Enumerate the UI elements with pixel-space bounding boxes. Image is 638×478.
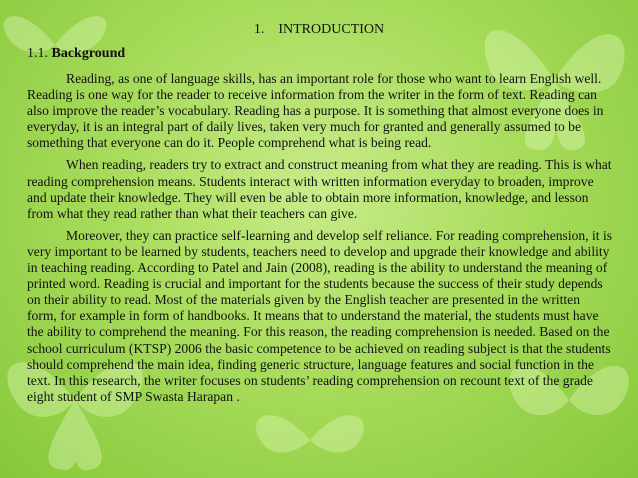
- section-heading: [0, 22, 638, 38]
- paragraph-2: When reading, readers try to extract and construct meaning from what they are reading. This is what reading comprehension means. Students interact with written information everyday to broaden, improve and update their knowledge. They will even be able to obtain more information, knowledge, and lesson from what they read rather than what their teachers can give.: [27, 157, 612, 221]
- subsection-heading: [27, 46, 125, 62]
- subsection-title: Background: [51, 46, 126, 61]
- paragraph-1: Reading, as one of language skills, has an important role for those who want to learn English well. Reading is one way for the reader to receive information from the writer in the form of text. Reading can also improve the reader’s vocabulary. Reading has a purpose. It is something that almost everyone does in everyday, it is an integral part of daily lives, taken very much for granted and generally assumed to be something that everyone can do it. People comprehend what is being read.: [27, 71, 604, 151]
- subsection-number: 1.1.: [27, 46, 48, 61]
- section-title: INTRODUCTION: [278, 22, 385, 37]
- section-number: 1.: [253, 22, 265, 37]
- paragraph-3: Moreover, they can practice self-learning and develop self reliance. For reading comprehension, it is very important to be learned by students, teachers need to develop and upgrade their knowledge and ability in teaching reading. According to Patel and Jain (2008), reading is the ability to understand the meaning of printed word. Reading is crucial and important for the students because the success of their study depends on their ability to read. Most of the materials given by the English teacher are presented in the written form, for example in form of handbooks. It means that to understand the material, the students must have the ability to comprehend the meaning. For this reason, the reading comprehension is needed. Based on the school curriculum (KTSP) 2006 the basic competence to be achieved on reading subject is that the students should comprehend the main idea, finding generic structure, language features and social function in the text. In this research, the writer focuses on students’ reading comprehension on recount text of the grade eight student of SMP Swasta Harapan .: [27, 227, 613, 404]
- body-text: [27, 71, 613, 411]
